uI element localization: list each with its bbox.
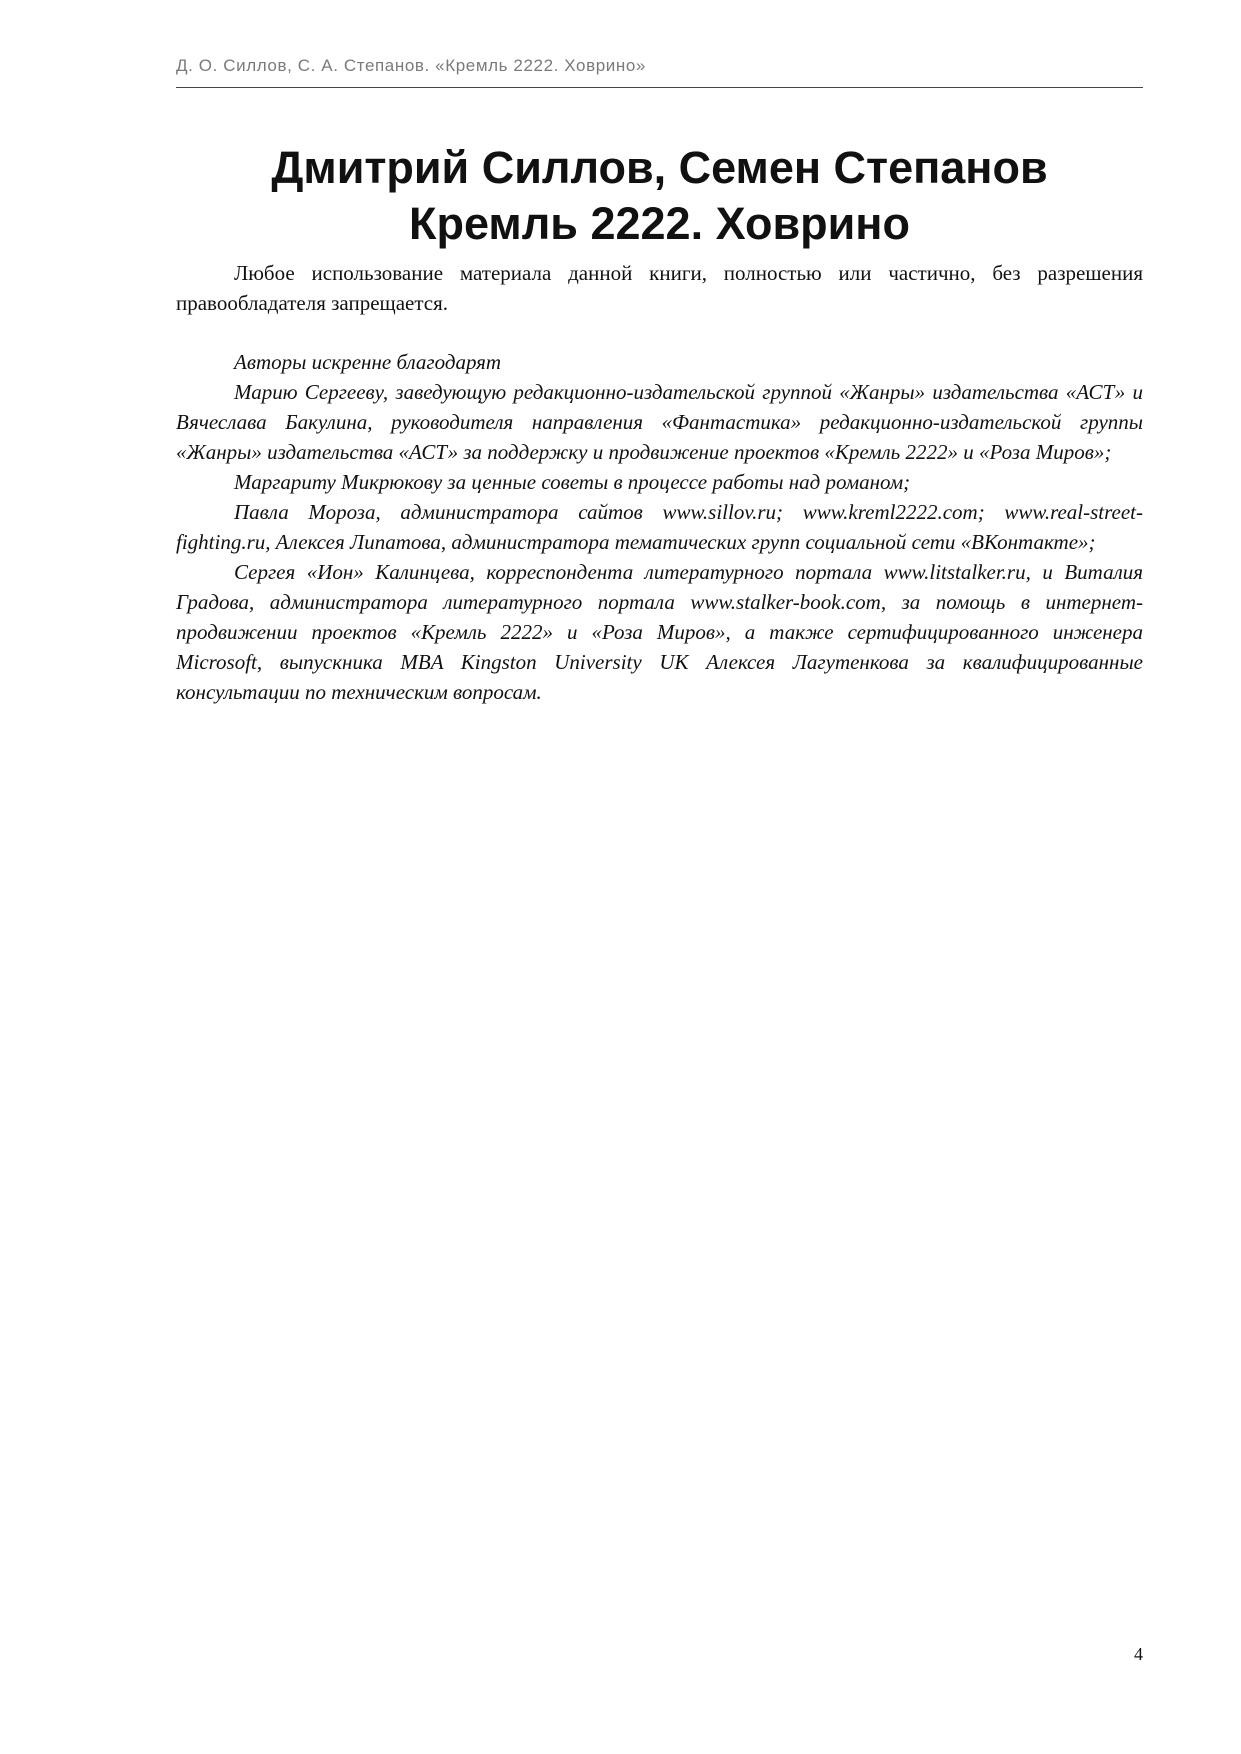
acknowledgement-item: Марию Сергееву, заведующую редакционно-издательской группой «Жанры» издательства «АСТ» и Вячеслава Бакулина, руководителя направления «Фантастика» редакционно-издательской группы «Жанры» издательства «АСТ» за поддержку и продвижение проектов «Кремль 2222» и «Роза Миров»;: [176, 380, 1143, 464]
header-rule: [176, 87, 1143, 88]
title-book: Кремль 2222. Ховрино: [409, 198, 910, 249]
acknowledgement-item: Сергея «Ион» Калинцева, корреспондента литературного портала www.litstalker.ru, и Виталия Градова, администратора литературного портала www.stalker-book.com, за помощь в интернет-продвижении проектов «Кремль 2222» и «Роза Миров», а также сертифицированного инженера Microsoft, выпускника MBA Kingston University UK Алексея Лагутенкова за квалифицированные консультации по техническим вопросам.: [176, 560, 1143, 704]
acknowledgement-item: Павла Мороза, администратора сайтов www.sillov.ru; www.kreml2222.com; www.real-street-fighting.ru, Алексея Липатова, администратора тематических групп социальной сети «ВКонтакте»;: [176, 500, 1143, 554]
page-number: 4: [1134, 1644, 1143, 1664]
running-header: Д. О. Силлов, С. А. Степанов. «Кремль 2222. Ховрино»: [176, 56, 646, 75]
copyright-notice: Любое использование материала данной книги, полностью или частично, без разрешения правообладателя запрещается.: [176, 261, 1143, 315]
page-title: [176, 140, 1143, 252]
acknowledgement-intro: Авторы искренне благодарят: [234, 350, 502, 374]
title-authors: Дмитрий Силлов, Семен Степанов: [271, 142, 1048, 193]
acknowledgement-item: Маргариту Микрюкову за ценные советы в процессе работы над романом;: [234, 470, 911, 494]
acknowledgements: [176, 347, 1143, 707]
